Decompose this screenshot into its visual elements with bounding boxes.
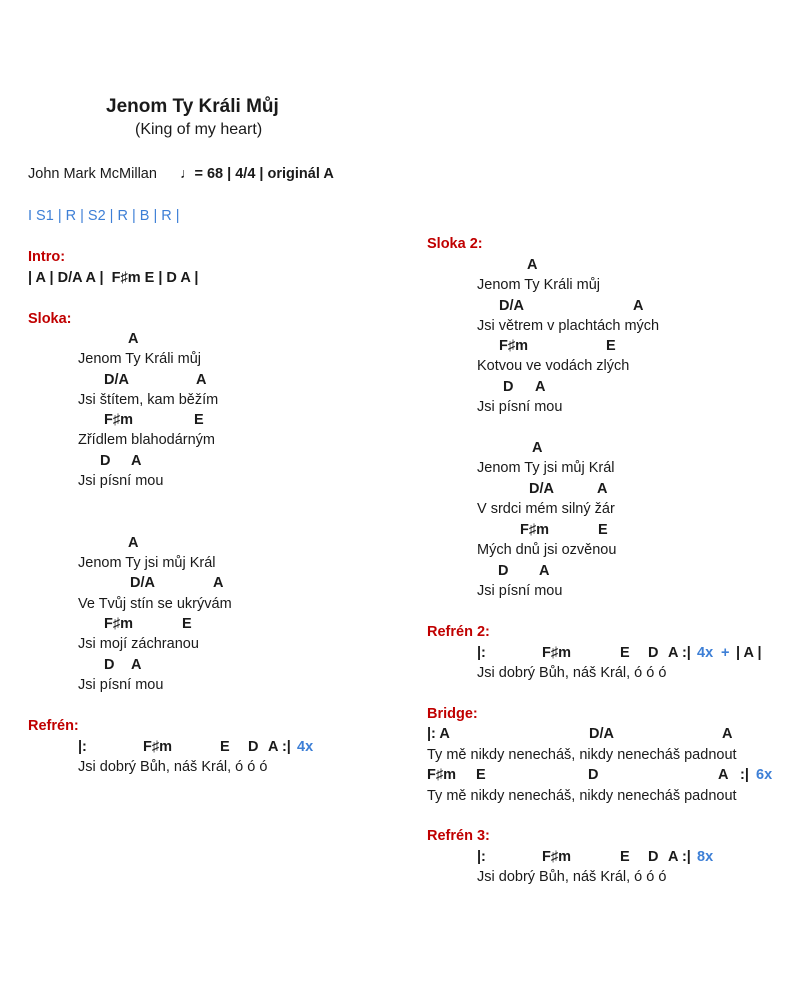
chord: F♯m [104, 616, 133, 632]
lyric-line: Kotvou ve vodách zlých [477, 358, 630, 374]
chord: A [597, 481, 608, 497]
lyric-line: Ty mě nikdy nenecháš, nikdy nenecháš padnout [427, 788, 737, 804]
chord: F♯m [427, 767, 456, 783]
lyric-line: Jsi písní mou [477, 583, 563, 599]
refren3-heading: Refrén 3: [427, 828, 490, 844]
repeat-bar: |: [477, 645, 486, 661]
chord: D/A [529, 481, 554, 497]
chord: A [128, 331, 139, 347]
repeat-count: 8x [697, 849, 714, 865]
chord: A [527, 257, 538, 273]
intro-heading: Intro: [28, 249, 66, 265]
plus-sign: + [721, 645, 730, 661]
lyric-line: Jsi písní mou [477, 399, 563, 415]
lyric-line: Zřídlem blahodárným [78, 432, 215, 448]
chord: D [648, 645, 659, 661]
page-title: Jenom Ty Králi Můj [106, 96, 279, 117]
chord: E [220, 739, 230, 755]
chord: E [606, 338, 616, 354]
chord: |: A [427, 726, 450, 742]
chord: E [620, 849, 630, 865]
lyric-line: Jsi dobrý Bůh, náš Král, ó ó ó [78, 759, 268, 775]
chord: A :| [718, 767, 749, 783]
chord: D [100, 453, 111, 469]
refren2-heading: Refrén 2: [427, 624, 490, 640]
chord: A [196, 372, 207, 388]
lyric-line: Jsi štítem, kam běžím [78, 392, 219, 408]
lyric-line: Jsi mojí záchranou [78, 636, 199, 652]
chord: E [194, 412, 204, 428]
chord: E [620, 645, 630, 661]
chord: D [588, 767, 599, 783]
chord: F♯m [542, 645, 571, 661]
chord: D [498, 563, 509, 579]
chord: F♯m [499, 338, 528, 354]
chord: E [598, 522, 608, 538]
chord: E [182, 616, 192, 632]
chord: A :| [268, 739, 291, 755]
page-subtitle: (King of my heart) [135, 121, 263, 138]
chord: F♯m [542, 849, 571, 865]
chord: A [535, 379, 546, 395]
chord: D [104, 657, 115, 673]
sloka-heading: Sloka: [28, 311, 72, 327]
chord: A [633, 298, 644, 314]
chord: A [131, 453, 142, 469]
intro-chords: | A | D/A A | F♯m E | D A | [28, 270, 199, 286]
chord: D/A [104, 372, 129, 388]
lyric-line: Jsi větrem v plachtách mých [477, 318, 660, 334]
song-structure: I S1 | R | S2 | R | B | R | [28, 208, 180, 224]
lyric-line: V srdci mém silný žár [477, 501, 615, 517]
lyric-line: Ve Tvůj stín se ukrývám [78, 596, 232, 612]
tempo-info: ♩= 68 | 4/4 | originál A [180, 166, 334, 182]
repeat-count: 6x [756, 767, 773, 783]
chord: A [131, 657, 142, 673]
chord: A :| [668, 849, 691, 865]
chord: D [648, 849, 659, 865]
chord: A [213, 575, 224, 591]
lyric-line: Jsi písní mou [78, 677, 164, 693]
chord: D/A [589, 726, 614, 742]
sloka2-heading: Sloka 2: [427, 236, 483, 252]
chord: E [476, 767, 486, 783]
chord: D/A [130, 575, 155, 591]
repeat-bar: |: [477, 849, 486, 865]
refren-heading: Refrén: [28, 718, 79, 734]
chord: A [128, 535, 139, 551]
chord: A [539, 563, 550, 579]
lyric-line: Ty mě nikdy nenecháš, nikdy nenecháš padnout [427, 747, 737, 763]
lyric-line: Jenom Ty jsi můj Král [477, 460, 615, 476]
repeat-count: 4x [297, 739, 314, 755]
chord: F♯m [520, 522, 549, 538]
chord: D [503, 379, 514, 395]
lyric-line: Jsi písní mou [78, 473, 164, 489]
tail-chord: | A | [736, 645, 762, 661]
repeat-bar: |: [78, 739, 87, 755]
author: John Mark McMillan [28, 166, 157, 182]
chord: A [532, 440, 543, 456]
bridge-heading: Bridge: [427, 706, 478, 722]
lyric-line: Jenom Ty Králi můj [78, 351, 202, 367]
lyric-line: Mých dnů jsi ozvěnou [477, 542, 617, 558]
lyric-line: Jenom Ty jsi můj Král [78, 555, 216, 571]
chord: F♯m [104, 412, 133, 428]
chord: A :| [668, 645, 691, 661]
lyric-line: Jenom Ty Králi můj [477, 277, 601, 293]
chord: F♯m [143, 739, 172, 755]
lyric-line: Jsi dobrý Bůh, náš Král, ó ó ó [477, 869, 667, 885]
chord: D/A [499, 298, 524, 314]
chord: D [248, 739, 259, 755]
chord: A [722, 726, 733, 742]
lyric-line: Jsi dobrý Bůh, náš Král, ó ó ó [477, 665, 667, 681]
repeat-count: 4x [697, 645, 714, 661]
